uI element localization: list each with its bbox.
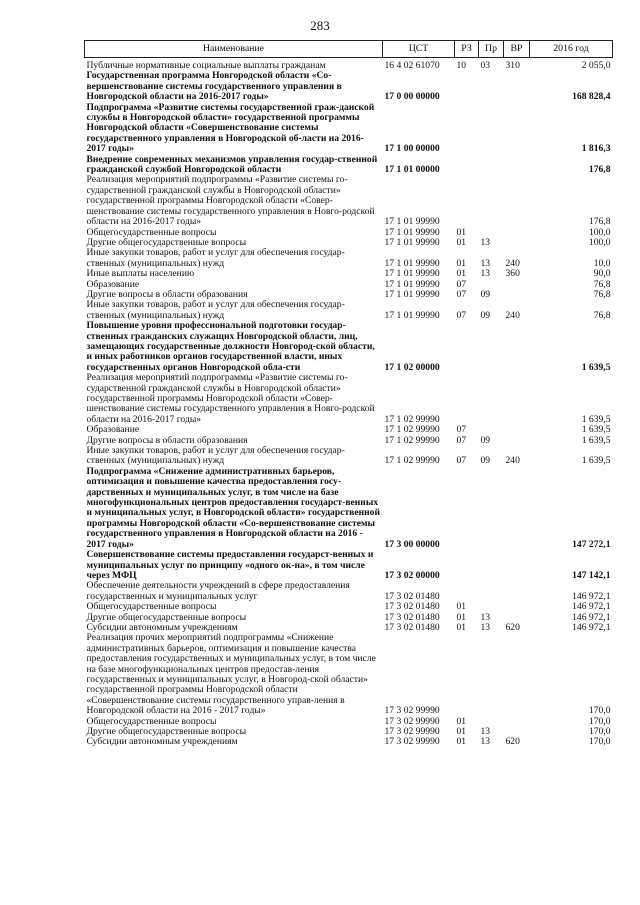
row-amount: 1 816,3 <box>581 143 611 155</box>
row-rz: 01 <box>456 726 467 737</box>
row-amount: 90,0 <box>593 268 611 280</box>
row-vr <box>504 175 530 227</box>
table-body <box>85 58 613 748</box>
row-cst: 17 1 02 99990 <box>384 413 440 425</box>
row-vr: 620 <box>505 621 520 633</box>
row-amount: 146 972,1 <box>572 601 611 613</box>
row-amount: 100,0 <box>588 236 611 248</box>
row-rz <box>455 103 479 155</box>
row-name: Подпрограмма «Снижение административных барьеров, оптимизация и повышение качества предоставления госу-дарственных и муниципальных услуг, в том числе на базе многофункциональных центров предоставления государст-венных и муниципальных услуг, в Новгородской области» государственной программы Новгородской области «Со-вершенствование системы государственного управления в Новгородской области на 2016 - 2017 годы» <box>86 465 380 550</box>
column-header-pr: Пр <box>479 41 504 58</box>
row-amount: 10,0 <box>593 257 611 269</box>
row-rz <box>455 155 479 176</box>
column-header-cst: ЦСТ <box>383 41 455 58</box>
row-cst: 17 1 01 99990 <box>384 268 440 280</box>
row-name: Государственная программа Новгородской области «Со-вершенствование системы государственного управления в Новгородской области на 2016-2017 годы» <box>86 70 342 103</box>
row-amount: 146 972,1 <box>572 621 611 633</box>
table-row <box>85 58 613 72</box>
table-row <box>85 446 613 467</box>
row-cst: 17 1 01 99990 <box>384 278 440 290</box>
row-pr <box>479 633 504 716</box>
page-number: 283 <box>310 18 330 33</box>
row-rz <box>455 71 479 102</box>
row-amount: 76,8 <box>593 309 611 321</box>
row-vr: 360 <box>505 268 520 280</box>
row-pr <box>479 175 504 227</box>
row-name: Другие общегосударственные вопросы <box>86 726 247 737</box>
row-rz: 01 <box>456 601 467 613</box>
row-rz: 01 <box>456 257 467 269</box>
row-cst: 17 1 02 99990 <box>384 424 440 436</box>
table-row <box>85 550 613 581</box>
row-amount: 146 972,1 <box>572 611 611 623</box>
row-vr: 310 <box>505 60 520 71</box>
table-row <box>85 737 613 747</box>
row-cst: 17 1 02 00000 <box>384 361 440 373</box>
row-name: Общегосударственные вопросы <box>86 715 217 727</box>
row-name: Субсидии автономным учреждениям <box>86 621 238 633</box>
row-vr <box>504 321 530 373</box>
row-cst: 17 3 02 99990 <box>384 715 440 727</box>
row-vr <box>504 103 530 155</box>
row-pr: 13 <box>480 621 491 633</box>
row-cst: 17 3 02 01480 <box>384 621 440 633</box>
row-name: Другие вопросы в области образования <box>86 434 248 446</box>
row-cst: 17 1 01 00000 <box>384 164 440 176</box>
table-row <box>85 248 613 269</box>
row-amount: 1 639,5 <box>581 424 611 436</box>
row-name: Обеспечение деятельности учреждений в сфере предоставления государственных и муниципальных услуг <box>86 580 350 602</box>
row-cst: 17 3 02 00000 <box>384 569 440 581</box>
row-rz: 07 <box>456 455 467 467</box>
table-row <box>85 71 613 102</box>
table-row <box>85 175 613 227</box>
row-vr <box>504 238 530 248</box>
table-row <box>85 155 613 176</box>
row-vr <box>504 71 530 102</box>
row-pr <box>479 103 504 155</box>
row-amount: 2 055,0 <box>581 60 611 71</box>
row-vr: 240 <box>505 257 520 269</box>
row-pr: 13 <box>480 268 491 280</box>
row-amount: 1 639,5 <box>581 413 611 425</box>
row-name: Реализация мероприятий подпрограммы «Развитие системы го-сударственной гражданской службы в Новгородской области» государственной программы Новгородской области «Совер-шенствование системы государственного управления в Новго-родской области на 2016-2017 годы» <box>86 174 375 228</box>
row-pr: 09 <box>480 309 491 321</box>
row-cst: 17 1 01 99990 <box>384 236 440 248</box>
row-amount: 1 639,5 <box>581 361 611 373</box>
row-pr: 13 <box>480 236 491 248</box>
row-amount: 176,8 <box>588 216 611 228</box>
row-vr <box>504 280 530 290</box>
row-name: Реализация мероприятий подпрограммы «Развитие системы го-сударственной гражданской службы в Новгородской области» государственной программы Новгородской области «Совер-шенствование системы государственного управления в Новго-родской области на 2016-2017 годы» <box>86 372 375 425</box>
row-vr <box>504 550 530 581</box>
row-name: Общегосударственные вопросы <box>86 226 217 238</box>
row-name: Повышение уровня профессиональной подготовки государ-ственных гражданских служащих Новгородской области, лиц, замещающих государственные должности Новгород-ской области, и иных работников органов государственной власти, иных государственных органов Новгородской обла-сти <box>86 320 375 373</box>
row-pr <box>479 155 504 176</box>
row-pr: 03 <box>480 60 491 71</box>
row-pr: 09 <box>480 434 491 446</box>
budget-table <box>84 40 613 748</box>
row-cst: 16 4 02 61070 <box>384 60 440 71</box>
row-cst: 17 3 02 99990 <box>384 726 440 737</box>
table-row <box>85 269 613 279</box>
table-row <box>85 321 613 373</box>
row-rz: 01 <box>456 226 467 238</box>
row-vr <box>504 425 530 435</box>
row-vr <box>504 373 530 425</box>
row-cst: 17 1 01 99990 <box>384 216 440 228</box>
row-name: Внедрение современных механизмов управления государ-ственной гражданской службой Новгородской области <box>86 153 378 176</box>
row-amount: 176,8 <box>588 164 611 176</box>
table-row <box>85 633 613 716</box>
row-cst: 17 3 02 01480 <box>384 611 440 623</box>
row-name: Реализация прочих мероприятий подпрограммы «Снижение административных барьеров, оптимизация и повышение качества предоставления государственных и муниципальных услуг, в том числе на базе многофункциональных центров предостав-ления государственных и муниципальных услуг, в Новгород-ской области» государственной программы Новгородской области «Совершенствование системы государственного управ-ления в Новгородской области на 2016 - 2017 годы» <box>86 632 376 717</box>
row-vr <box>504 581 530 602</box>
row-rz: 01 <box>456 268 467 280</box>
row-cst: 17 1 02 99990 <box>384 434 440 446</box>
row-cst: 17 3 02 99990 <box>384 736 440 748</box>
row-vr <box>504 633 530 716</box>
row-amount: 76,8 <box>593 288 611 300</box>
row-name: Другие вопросы в области образования <box>86 288 248 300</box>
row-pr <box>479 602 504 612</box>
row-pr: 13 <box>480 726 491 737</box>
table-header <box>85 41 613 58</box>
row-amount: 168 828,4 <box>572 91 611 103</box>
row-pr <box>479 550 504 581</box>
row-pr: 13 <box>480 611 491 623</box>
row-vr <box>504 290 530 300</box>
row-amount: 100,0 <box>588 226 611 238</box>
row-rz: 01 <box>456 736 467 748</box>
row-cst: 17 3 02 01480 <box>384 590 440 602</box>
column-header-rz: РЗ <box>455 41 479 58</box>
row-name: Субсидии автономным учреждениям <box>86 736 238 748</box>
row-cst: 17 0 00 00000 <box>384 91 440 103</box>
row-vr <box>504 228 530 238</box>
row-rz <box>455 175 479 227</box>
row-name: Общегосударственные вопросы <box>86 601 217 613</box>
row-pr: 09 <box>480 455 491 467</box>
row-rz <box>455 467 479 550</box>
row-cst: 17 1 02 99990 <box>384 455 440 467</box>
column-header-vr: ВР <box>504 41 530 58</box>
row-amount: 147 142,1 <box>572 569 611 581</box>
row-amount: 170,0 <box>588 726 611 737</box>
row-rz <box>455 550 479 581</box>
table-row <box>85 602 613 612</box>
row-pr: 13 <box>480 257 491 269</box>
row-rz: 10 <box>456 60 467 71</box>
row-rz: 07 <box>456 309 467 321</box>
row-amount: 1 639,5 <box>581 455 611 467</box>
row-vr: 240 <box>505 455 520 467</box>
column-header-year: 2016 год <box>530 41 613 58</box>
table-row <box>85 373 613 425</box>
table-row <box>85 103 613 155</box>
row-rz <box>455 321 479 373</box>
row-vr: 620 <box>505 736 520 748</box>
row-pr <box>479 373 504 425</box>
row-name: Иные закупки товаров, работ и услуг для обеспечения государ-ственных (муниципальных) нужд <box>86 247 345 269</box>
row-amount: 1 639,5 <box>581 434 611 446</box>
row-name: Иные выплаты населению <box>86 268 195 280</box>
row-cst: 17 3 02 99990 <box>384 705 440 717</box>
row-cst: 17 1 01 99990 <box>384 257 440 269</box>
row-cst: 17 1 01 99990 <box>384 226 440 238</box>
row-amount: 170,0 <box>588 736 611 748</box>
row-rz <box>455 373 479 425</box>
row-rz: 01 <box>456 236 467 248</box>
table-row <box>85 581 613 602</box>
row-name: Иные закупки товаров, работ и услуг для обеспечения государ-ственных (муниципальных) нужд <box>86 445 345 467</box>
table-row <box>85 300 613 321</box>
row-cst: 17 1 00 00000 <box>384 143 440 155</box>
row-vr: 240 <box>505 309 520 321</box>
row-name: Совершенствование системы предоставления государст-венных и муниципальных услуг по принципу «одного ок-на», в том числе через МФЦ <box>86 549 374 581</box>
row-rz: 01 <box>456 611 467 623</box>
row-pr: 09 <box>480 288 491 300</box>
row-vr <box>504 436 530 446</box>
row-name: Публичные нормативные социальные выплаты гражданам <box>86 60 326 71</box>
row-name: Образование <box>86 278 140 290</box>
row-rz: 01 <box>456 715 467 727</box>
row-pr <box>479 467 504 550</box>
row-rz: 01 <box>456 621 467 633</box>
row-rz: 07 <box>456 424 467 436</box>
row-cst: 17 1 01 99990 <box>384 288 440 300</box>
row-amount: 146 972,1 <box>572 590 611 602</box>
row-vr <box>504 155 530 176</box>
row-name: Другие общегосударственные вопросы <box>86 236 247 248</box>
row-cst: 17 1 01 99990 <box>384 309 440 321</box>
row-rz <box>455 633 479 716</box>
row-vr <box>504 467 530 550</box>
row-name: Другие общегосударственные вопросы <box>86 611 247 623</box>
table-row <box>85 467 613 550</box>
row-rz <box>455 581 479 602</box>
row-amount: 170,0 <box>588 715 611 727</box>
row-cst: 17 3 02 01480 <box>384 601 440 613</box>
row-amount: 170,0 <box>588 705 611 717</box>
row-name: Подпрограмма «Развитие системы государственной граж-данской службы в Новгородской области» государственной программы Новгородской области «Совершенствование системы государственного управления в Новгородской об-ласти на 2016-2017 годы» <box>86 101 375 155</box>
row-amount: 147 272,1 <box>572 538 611 550</box>
row-name: Иные закупки товаров, работ и услуг для обеспечения государ-ственных (муниципальных) нужд <box>86 299 345 321</box>
row-vr <box>504 717 530 727</box>
row-cst: 17 3 00 00000 <box>384 538 440 550</box>
row-pr <box>479 581 504 602</box>
column-header-name: Наименование <box>85 41 383 58</box>
row-vr <box>504 602 530 612</box>
row-rz: 07 <box>456 288 467 300</box>
row-pr <box>479 321 504 373</box>
row-rz: 07 <box>456 278 467 290</box>
row-pr: 13 <box>480 736 491 748</box>
row-name: Образование <box>86 424 140 436</box>
row-rz: 07 <box>456 434 467 446</box>
row-pr <box>479 71 504 102</box>
row-amount: 76,8 <box>593 278 611 290</box>
